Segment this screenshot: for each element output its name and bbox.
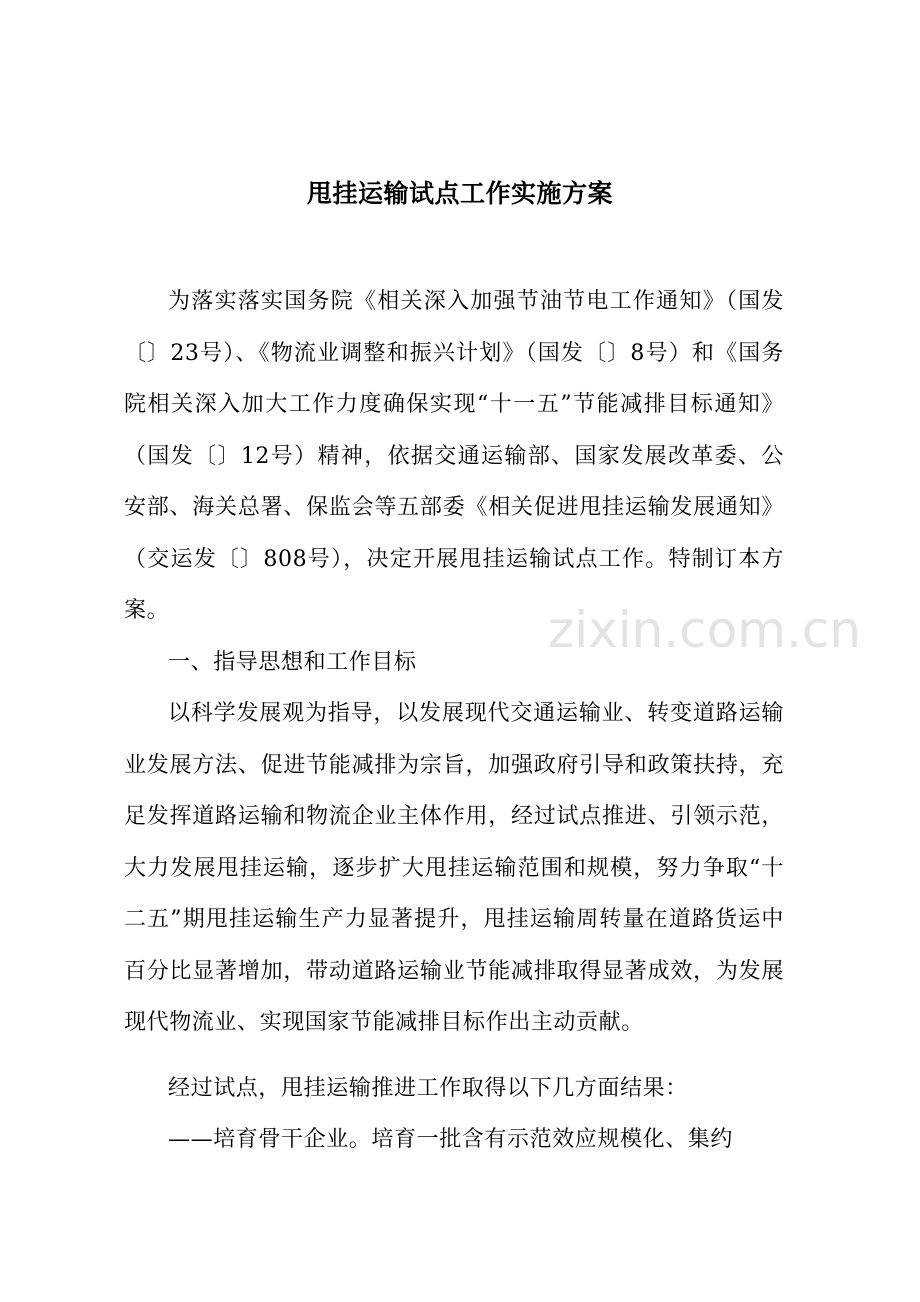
paragraph-intro: 为落实落实国务院《相关深入加强节油节电工作通知》（国发〔〕23号）、《物流业调整和振兴计划》（国发〔〕8号）和《国务院相关深入加大工作力度确保实现“十一五”节能减排目标通知》（国发〔〕12号）精神，依据交通运输部、国家发展改革委、公安部、海关总署、保监会等五部委《相关促进甩挂运输发展通知》（交运发〔〕808号），决定开展甩挂运输试点工作。特制订本方案。: [124, 289, 784, 623]
paragraph-guiding-ideology: 以科学发展观为指导，以发展现代交通运输业、转变道路运输业发展方法、促进节能减排为宗旨，加强政府引导和政策扶持，充足发挥道路运输和物流企业主体作用，经过试点推进、引领示范，大力发展甩挂运输，逐步扩大甩挂运输范围和规模，努力争取“十二五”期甩挂运输生产力显著提升，甩挂运输周转量在道路货运中百分比显著增加，带动道路运输业节能减排取得显著成效，为发展现代物流业、实现国家节能减排目标作出主动贡献。: [124, 701, 784, 1035]
watermark-text: zixin.com.cn: [548, 601, 862, 659]
document-title: 甩挂运输试点工作实施方案: [306, 179, 613, 208]
section-heading-guiding-ideology: 一、指导思想和工作目标: [168, 649, 417, 675]
paragraph-backbone-enterprises: ——培育骨干企业。培育一批含有示范效应规模化、集约: [168, 1127, 734, 1152]
paragraph-expected-results: 经过试点，甩挂运输推进工作取得以下几方面结果：: [168, 1075, 688, 1101]
document-body: [124, 276, 784, 1166]
